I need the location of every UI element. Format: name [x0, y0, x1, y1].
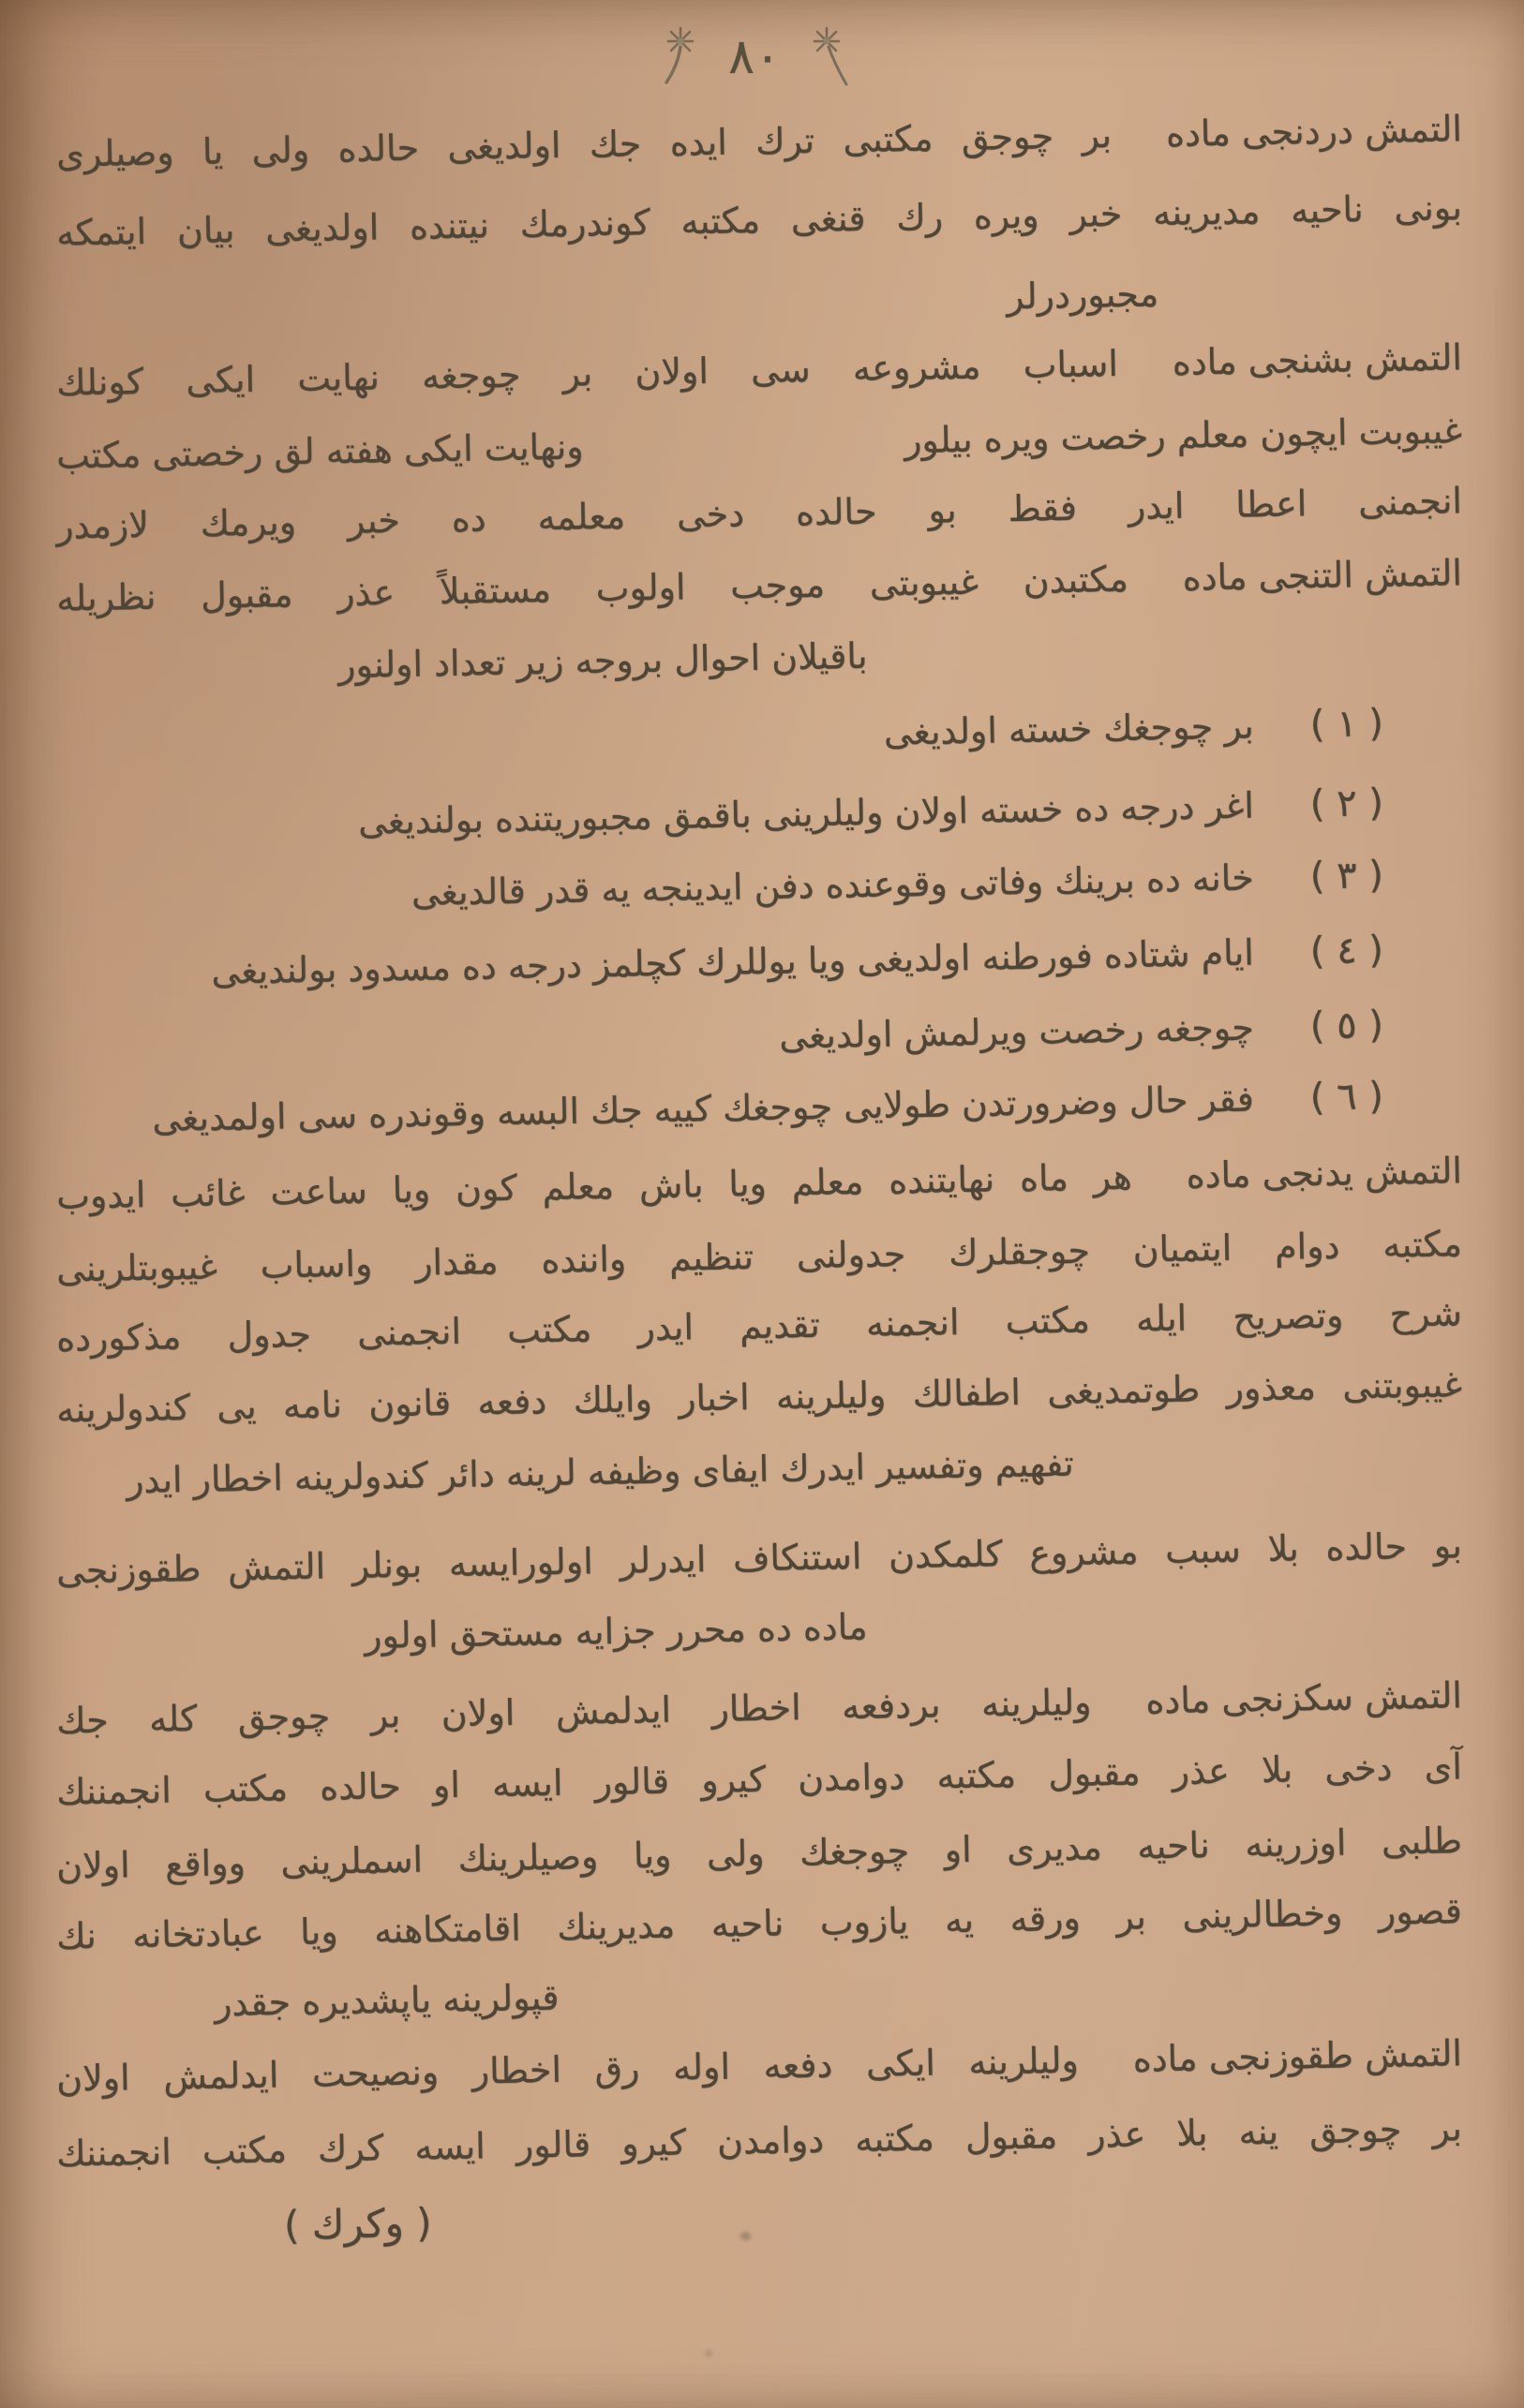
text-line: شرح وتصريح ايله مكتب انجمنه تقديم ايدر مكتب انجمنى جدول مذكورده: [55, 1292, 1463, 1360]
item-number: ( ١ ): [1309, 702, 1384, 747]
text-line: انجمنى اعطا ايدر فقط بو حالده دخى معلمه ده خبر ويرمك لازمدر: [55, 480, 1463, 547]
article-heading: التمش يدنجى ماده: [1186, 1150, 1463, 1197]
text-line: [56, 551, 1463, 621]
article-heading: التمش التنجى ماده: [1182, 552, 1463, 599]
article-heading: التمش طقوزنجى ماده: [1132, 2032, 1463, 2080]
ink-smudge: [705, 2350, 712, 2356]
line-text: مكتبدن غيبوبتى موجب اولوب مستقبلاً عذر مقبول نظريله: [55, 557, 1129, 619]
page-header: [0, 21, 1517, 94]
text-line: باقيلان احوال بروجه زير تعداد اولنور: [338, 634, 869, 687]
text-line: غيبوبتنى معذور طوتمديغى اطفالك وليلرينه اخبار وايلك دفعه قانون نامه يى كندولرينه: [55, 1363, 1463, 1431]
line-text: ونهايت ايكى هفته لق رخصتى مكتب: [55, 425, 584, 477]
floral-ornament-icon: [807, 21, 850, 94]
item-number: ( ٢ ): [1309, 781, 1384, 826]
text-line: طلبى اوزرينه ناحيه مديرى او چوجغك ولى ويا وصيلرينك اسملرينى وواقع اولان: [55, 1820, 1463, 1887]
page-number: ٨٠: [728, 29, 781, 85]
item-text: خانه ده برينك وفاتى وقوعنده دفن ايدينجه يه قدر قالديغى: [411, 856, 1255, 914]
text-line: تفهيم وتفسير ايدرك ايفاى وظيفه لرينه دائر كندولرينه اخطار ايدر: [126, 1442, 1075, 1502]
catchword: ( وكرك ): [284, 2199, 433, 2249]
list-item: [56, 780, 1384, 851]
item-number: ( ٤ ): [1309, 929, 1384, 974]
line-text: هر ماه نهايتنده معلم ويا باش معلم كون ويا ساعت غائب ايدوب: [55, 1155, 1133, 1217]
line-text: وليلرينه ايكى دفعه اوله رق اخطار ونصيحت ايدلمش اولان: [55, 2039, 1080, 2100]
item-text: بر چوجغك خسته اولديغى: [883, 705, 1255, 753]
text-line: بو حالده بلا سبب مشروع كلمكدن استنكاف ايدرلر اولورايسه بونلر التمش طقوزنجى: [55, 1524, 1463, 1592]
item-text: ايام شتاده فورطنه اولديغى ويا يوللرك كچلمز درجه ده مسدود بولنديغى: [211, 931, 1255, 992]
article-heading: التمش بشنجى ماده: [1172, 336, 1463, 383]
line-text: اسباب مشروعه سى اولان بر چوجغه نهايت ايكى كونلك: [55, 342, 1119, 404]
text-line: [56, 1673, 1463, 1744]
item-text: چوجغه رخصت ويرلمش اولديغى: [778, 1006, 1255, 1057]
text-line: قصور وخطالرينى بر ورقه يه يازوب ناحيه مديرينك اقامتكاهنه ويا عبادتخانه نك: [55, 1890, 1463, 1957]
article-heading: التمش دردنجى ماده: [1165, 108, 1463, 156]
text-line: [56, 107, 1463, 177]
line-text: غيبوبت ايچون معلم رخصت ويره بيلور: [904, 409, 1463, 462]
text-line: بونى ناحيه مديرينه خبر ويره رك قنغى مكتبه كوندرمك نيتنده اولديغى بيان ايتمكه: [55, 186, 1463, 254]
list-item: [56, 1073, 1384, 1144]
article-heading: التمش سكزنجى ماده: [1144, 1674, 1463, 1722]
text-line: مكتبه دوام ايتميان چوجقلرك جدولنى تنظيم واننده مقدار واسباب غيبوبتلرينى: [55, 1223, 1463, 1290]
item-number: ( ٥ ): [1309, 1003, 1384, 1048]
text-line: [56, 409, 1463, 479]
list-item: [56, 927, 1384, 998]
text-line: [56, 1149, 1463, 1219]
item-text: فقر حال وضرورتدن طولايى چوجغك كييه جك البسه وقوندره سى اولمديغى: [152, 1078, 1255, 1140]
text-line: آى دخى بلا عذر مقبول مكتبه دوامدن كيرو قالور ايسه او حالده مكتب انجمننك: [55, 1746, 1463, 1813]
ink-smudge: [740, 2232, 751, 2240]
text-line: قپولرينه ياپشديره جقدر: [214, 1976, 560, 2025]
floral-ornament-icon: [659, 22, 702, 92]
list-item: [56, 700, 1384, 771]
text-line: [56, 2031, 1463, 2102]
item-number: ( ٣ ): [1309, 854, 1384, 899]
line-text: بر چوجق مكتبى ترك ايده جك اولديغى حالده ولى يا وصيلرى: [55, 114, 1113, 175]
text-line: مجبوردرلر: [1006, 273, 1159, 318]
line-text: وليلرينه بردفعه اخطار ايدلمش اولان بر چوجق كله جك: [55, 1681, 1092, 1742]
list-item: [56, 852, 1384, 923]
item-number: ( ٦ ): [1309, 1075, 1384, 1120]
list-item: [56, 1002, 1384, 1073]
item-text: اغر درجه ده خسته اولان وليلرينى باقمق مجبوريتنده بولنديغى: [357, 784, 1255, 843]
text-line: بر چوجق ينه بلا عذر مقبول مكتبه دوامدن كيرو قالور ايسه كرك مكتب انجمننك: [55, 2107, 1463, 2175]
text-line: ماده ده محرر جزايه مستحق اولور: [365, 1606, 869, 1657]
text-line: [56, 335, 1463, 406]
